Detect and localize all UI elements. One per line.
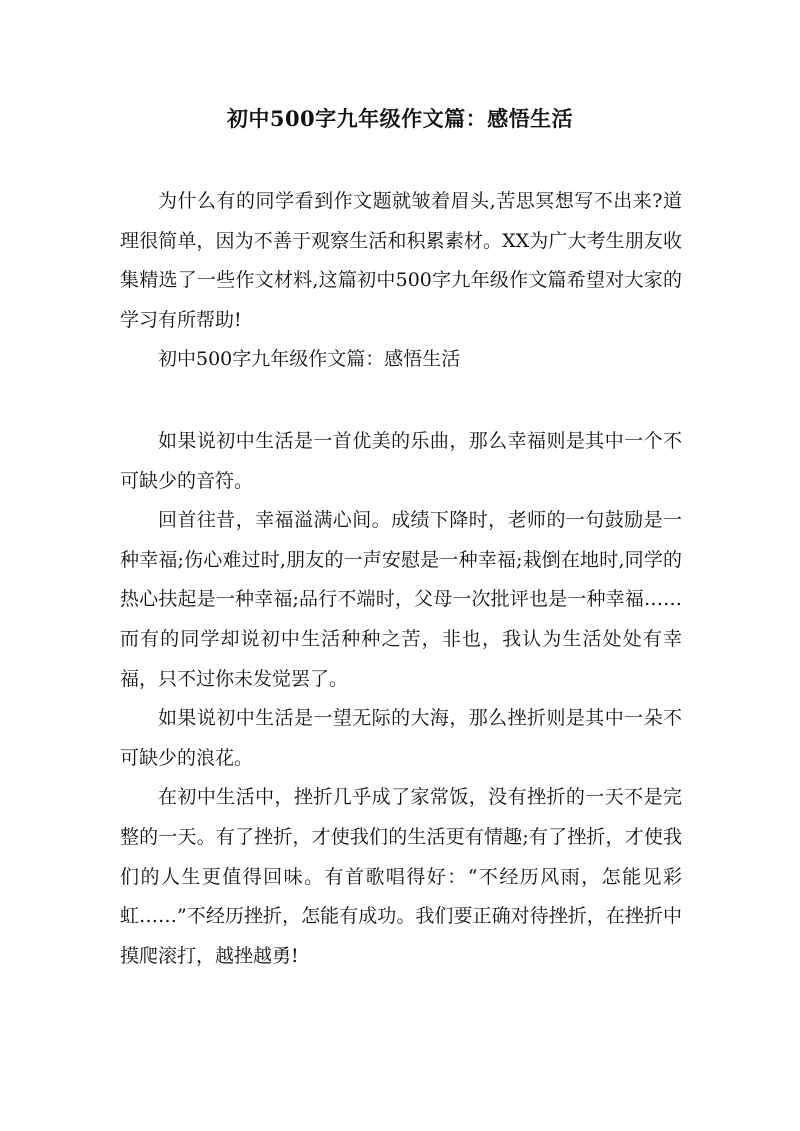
paragraph-spacer <box>120 380 682 422</box>
intro-paragraph: 为什么有的同学看到作文题就皱着眉头,苦思冥想写不出来?道理很简单，因为不善于观察生活和积累素材。XX为广大考生朋友收集精选了一些作文材料,这篇初中500字九年级作文篇希望对大家的学习有所帮助! <box>120 190 682 331</box>
body-paragraph-2: 回首往昔，幸福溢满心间。成绩下降时，老师的一句鼓励是一种幸福;伤心难过时,朋友的一声安慰是一种幸福;栽倒在地时,同学的热心扶起是一种幸福;品行不端时，父母一次批评也是一种幸福……而有的同学却说初中生活种种之苦，非也，我认为生活处处有幸福，只不过你未发觉罢了。 <box>120 509 682 690</box>
document-body <box>120 182 682 976</box>
body-paragraph-4: 在初中生活中，挫折几乎成了家常饭，没有挫折的一天不是完整的一天。有了挫折，才使我们的生活更有情趣;有了挫折，才使我们的人生更值得回味。有首歌唱得好：“不经历风雨，怎能见彩虹……”不经历挫折，怎能有成功。我们要正确对待挫折，在挫折中摸爬滚打，越挫越勇! <box>120 786 682 967</box>
document-title: 初中500字九年级作文篇：感悟生活 <box>226 106 574 131</box>
essay-subtitle: 初中500字九年级作文篇：感悟生活 <box>158 348 461 371</box>
body-paragraph-1: 如果说初中生活是一首优美的乐曲，那么幸福则是其中一个不可缺少的音符。 <box>120 429 682 492</box>
body-paragraph-3: 如果说初中生活是一望无际的大海，那么挫折则是其中一朵不可缺少的浪花。 <box>120 707 682 769</box>
